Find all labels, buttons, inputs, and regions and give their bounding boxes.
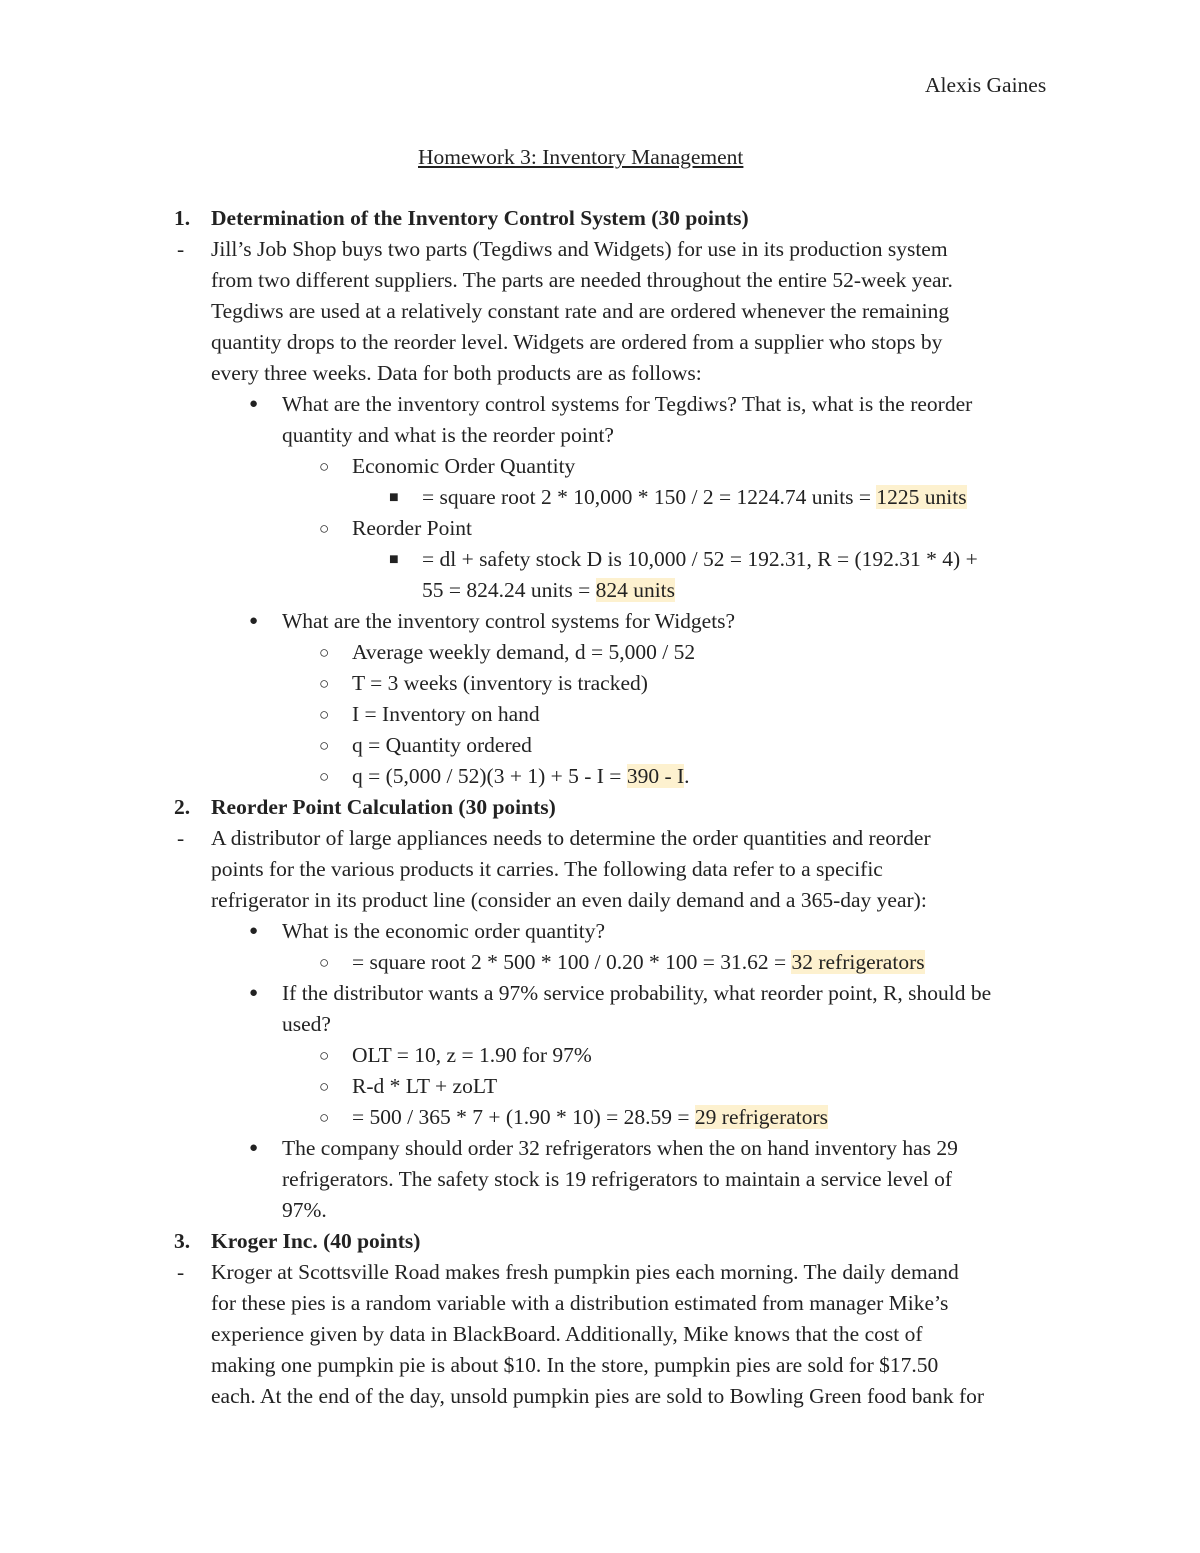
r-answer-highlight: 29 refrigerators — [694, 1105, 829, 1129]
section-2-intro-line: A distributor of large appliances needs to determine the order quantities and reorder — [211, 826, 931, 850]
bullet-marker: ● — [249, 613, 259, 629]
widget-item: q = Quantity ordered — [352, 733, 532, 757]
formula-line: R-d * LT + zoLT — [352, 1074, 498, 1098]
author-name: Alexis Gaines — [925, 73, 1047, 97]
section-2-heading: Reorder Point Calculation (30 points) — [211, 795, 556, 819]
circle-marker: ○ — [319, 767, 330, 786]
square-marker: ■ — [389, 551, 399, 568]
question-text: What are the inventory control systems for Tegdiws? That is, what is the reorder — [282, 392, 973, 416]
question-text: quantity and what is the reorder point? — [282, 423, 614, 447]
section-2-intro-line: refrigerator in its product line (consider an even daily demand and a 365-day year): — [211, 888, 927, 912]
bullet-marker: ● — [249, 985, 259, 1001]
conclusion-text: refrigerators. The safety stock is 19 refrigerators to maintain a service level of — [282, 1167, 953, 1191]
eoq-calc-text: = square root 2 * 10,000 * 150 / 2 = 1224.74 units = — [422, 485, 877, 509]
section-3-intro-line: Kroger at Scottsville Road makes fresh pumpkin pies each morning. The daily demand — [211, 1260, 959, 1284]
circle-marker: ○ — [319, 1108, 330, 1127]
question-text: If the distributor wants a 97% service probability, what reorder point, R, should be — [282, 981, 992, 1005]
section-1-intro-line: every three weeks. Data for both products are as follows: — [211, 361, 702, 385]
r-calc-text: = 500 / 365 * 7 + (1.90 * 10) = 28.59 = — [352, 1105, 695, 1129]
widget-item: Average weekly demand, d = 5,000 / 52 — [352, 640, 696, 664]
widget-item: I = Inventory on hand — [352, 702, 540, 726]
section-1-intro-line: quantity drops to the reorder level. Widgets are ordered from a supplier who stops by — [211, 330, 943, 354]
section-3-heading: Kroger Inc. (40 points) — [211, 1229, 421, 1253]
conclusion-text: 97%. — [282, 1198, 327, 1222]
document-title: Homework 3: Inventory Management — [418, 145, 744, 169]
conclusion-text: The company should order 32 refrigerators when the on hand inventory has 29 — [282, 1136, 958, 1160]
section-2-number: 2. — [174, 795, 191, 819]
widget-calc-text: q = (5,000 / 52)(3 + 1) + 5 - I = — [352, 764, 627, 788]
widget-calc-end: . — [684, 764, 690, 788]
section-3-intro-line: each. At the end of the day, unsold pumpkin pies are sold to Bowling Green food bank for — [211, 1384, 985, 1408]
rop-calculation: = dl + safety stock D is 10,000 / 52 = 192.31, R = (192.31 * 4) + — [422, 547, 978, 571]
bullet-marker: ● — [249, 1140, 259, 1156]
section-2-intro-line: points for the various products it carries. The following data refer to a specific — [211, 857, 883, 881]
square-marker: ■ — [389, 489, 399, 506]
widget-item: T = 3 weeks (inventory is tracked) — [352, 671, 648, 695]
dash-marker: - — [177, 237, 185, 261]
eoq-label: Economic Order Quantity — [352, 454, 576, 478]
circle-marker: ○ — [319, 736, 330, 755]
circle-marker: ○ — [319, 953, 330, 972]
widget-quantity-calc — [352, 761, 690, 792]
circle-marker: ○ — [319, 674, 330, 693]
section-3-intro-line: experience given by data in BlackBoard. Additionally, Mike knows that the cost of — [211, 1322, 923, 1346]
reorder-point-calc — [352, 1102, 828, 1133]
reorder-point-label: Reorder Point — [352, 516, 473, 540]
section-1-intro-line: Jill’s Job Shop buys two parts (Tegdiws and Widgets) for use in its production system — [211, 237, 948, 261]
question-text: What is the economic order quantity? — [282, 919, 605, 943]
eoq-calculation — [422, 482, 967, 513]
section-1-intro-line: Tegdiws are used at a relatively constant rate and are ordered whenever the remaining — [211, 299, 950, 323]
circle-marker: ○ — [319, 457, 330, 476]
bullet-marker: ● — [249, 396, 259, 412]
section-1-heading: Determination of the Inventory Control System (30 points) — [211, 206, 749, 230]
eoq-calculation — [352, 947, 925, 978]
section-1-intro-line: from two different suppliers. The parts are needed throughout the entire 52-week year. — [211, 268, 953, 292]
circle-marker: ○ — [319, 519, 330, 538]
question-text: used? — [282, 1012, 331, 1036]
circle-marker: ○ — [319, 705, 330, 724]
widget-answer-highlight: 390 - I — [626, 764, 685, 788]
eoq-answer-highlight: 32 refrigerators — [791, 950, 925, 974]
circle-marker: ○ — [319, 1046, 330, 1065]
dash-marker: - — [177, 826, 185, 850]
section-3-intro-line: for these pies is a random variable with a distribution estimated from manager Mike’s — [211, 1291, 949, 1315]
section-3-intro-line: making one pumpkin pie is about $10. In the store, pumpkin pies are sold for $17.50 — [211, 1353, 939, 1377]
rop-calc-text: 55 = 824.24 units = — [422, 578, 596, 602]
dash-marker: - — [177, 1260, 185, 1284]
section-1-number: 1. — [174, 206, 191, 230]
olt-line: OLT = 10, z = 1.90 for 97% — [352, 1043, 592, 1067]
bullet-marker: ● — [249, 923, 259, 939]
section-3-number: 3. — [174, 1229, 191, 1253]
circle-marker: ○ — [319, 1077, 330, 1096]
question-text: What are the inventory control systems for Widgets? — [282, 609, 736, 633]
circle-marker: ○ — [319, 643, 330, 662]
rop-calculation-cont — [422, 575, 675, 606]
eoq-answer-highlight: 1225 units — [876, 485, 967, 509]
rop-answer-highlight: 824 units — [595, 578, 676, 602]
eoq-calc-text: = square root 2 * 500 * 100 / 0.20 * 100 = 31.62 = — [352, 950, 792, 974]
